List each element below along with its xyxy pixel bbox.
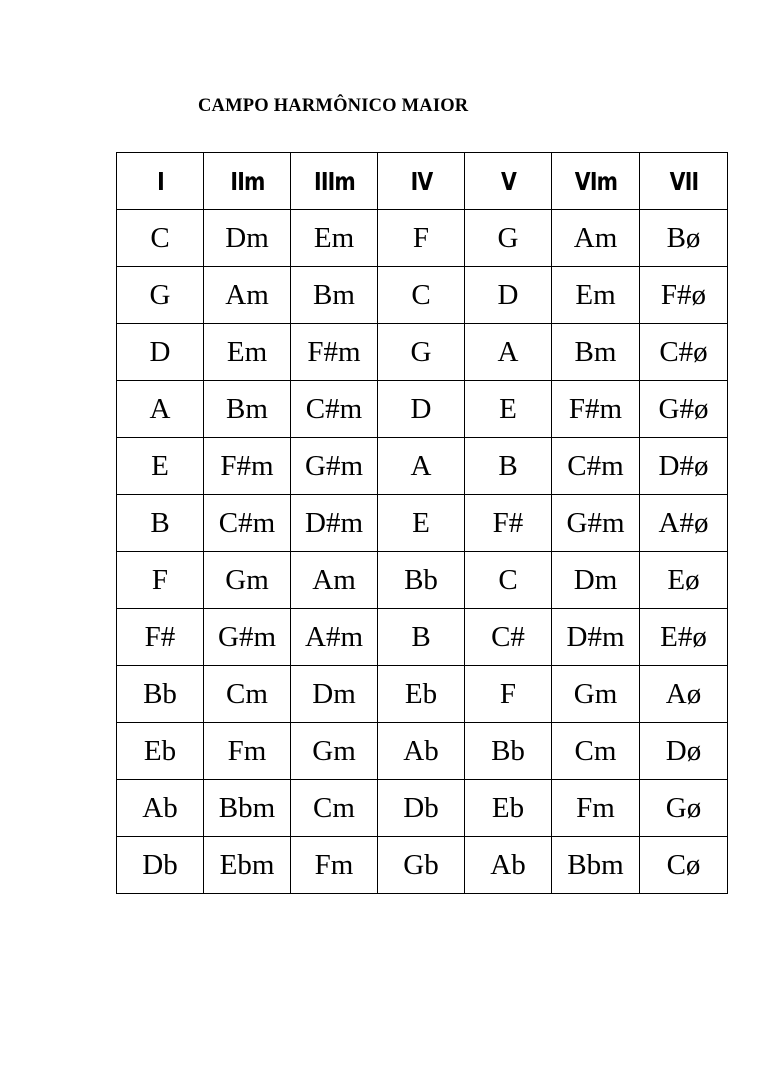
- chord-cell: G#m: [204, 609, 291, 666]
- chord-cell: G: [378, 324, 465, 381]
- chord-cell: Em: [552, 267, 640, 324]
- chord-cell: F#: [117, 609, 204, 666]
- chord-cell: Eb: [465, 780, 552, 837]
- degree-header: V: [472, 153, 543, 210]
- chord-cell: E: [117, 438, 204, 495]
- chord-cell: Am: [552, 210, 640, 267]
- chord-cell: Fm: [552, 780, 640, 837]
- table-body: [117, 210, 728, 894]
- chord-cell: Dm: [204, 210, 291, 267]
- chord-cell: Dm: [552, 552, 640, 609]
- chord-cell: D#m: [291, 495, 378, 552]
- table-row: [117, 723, 728, 780]
- chord-cell: C#m: [291, 381, 378, 438]
- chord-cell: Em: [291, 210, 378, 267]
- degree-header: I: [124, 153, 195, 210]
- chord-cell: Em: [204, 324, 291, 381]
- chord-cell: C#m: [552, 438, 640, 495]
- chord-cell: Am: [204, 267, 291, 324]
- chord-cell: Ab: [465, 837, 552, 894]
- table-row: [117, 210, 728, 267]
- page-title: CAMPO HARMÔNICO MAIOR: [198, 96, 469, 116]
- chord-cell: Eb: [378, 666, 465, 723]
- table-row: [117, 438, 728, 495]
- chord-cell: C#m: [204, 495, 291, 552]
- degree-header: IIm: [211, 153, 282, 210]
- chord-cell: Fm: [204, 723, 291, 780]
- chord-cell: Eø: [640, 552, 728, 609]
- table-row: [117, 780, 728, 837]
- chord-cell: B: [117, 495, 204, 552]
- chord-cell: G#m: [291, 438, 378, 495]
- table-row: [117, 267, 728, 324]
- chord-cell: G#ø: [640, 381, 728, 438]
- chord-cell: Bb: [378, 552, 465, 609]
- chord-cell: Dm: [291, 666, 378, 723]
- chord-cell: G: [465, 210, 552, 267]
- table-row: [117, 381, 728, 438]
- table-row: [117, 666, 728, 723]
- chord-cell: Db: [117, 837, 204, 894]
- chord-cell: F#m: [204, 438, 291, 495]
- chord-cell: C#: [465, 609, 552, 666]
- chord-cell: A: [117, 381, 204, 438]
- chord-cell: F: [378, 210, 465, 267]
- chord-cell: Gø: [640, 780, 728, 837]
- chord-cell: Cø: [640, 837, 728, 894]
- chord-cell: Gm: [204, 552, 291, 609]
- chord-cell: Gm: [552, 666, 640, 723]
- chord-cell: E: [378, 495, 465, 552]
- chord-cell: A#ø: [640, 495, 728, 552]
- chord-cell: B: [378, 609, 465, 666]
- header-row: [117, 153, 728, 210]
- degree-header: VIm: [559, 153, 631, 210]
- chord-cell: Ab: [378, 723, 465, 780]
- chord-cell: C: [465, 552, 552, 609]
- chord-cell: F#m: [552, 381, 640, 438]
- degree-header: IIIm: [298, 153, 369, 210]
- chord-cell: F: [465, 666, 552, 723]
- chord-cell: Aø: [640, 666, 728, 723]
- chord-cell: Ebm: [204, 837, 291, 894]
- chord-cell: Bb: [465, 723, 552, 780]
- chord-cell: Bø: [640, 210, 728, 267]
- chord-cell: Db: [378, 780, 465, 837]
- table-row: [117, 837, 728, 894]
- degree-header: IV: [385, 153, 456, 210]
- chord-cell: G#m: [552, 495, 640, 552]
- chord-cell: Bbm: [552, 837, 640, 894]
- chord-cell: Bbm: [204, 780, 291, 837]
- chord-cell: Bb: [117, 666, 204, 723]
- chord-cell: G: [117, 267, 204, 324]
- chord-cell: E#ø: [640, 609, 728, 666]
- chord-cell: Cm: [204, 666, 291, 723]
- chord-cell: Am: [291, 552, 378, 609]
- chord-cell: Cm: [291, 780, 378, 837]
- chord-cell: D#ø: [640, 438, 728, 495]
- chord-cell: F#: [465, 495, 552, 552]
- chord-cell: Bm: [204, 381, 291, 438]
- harmonic-field-table: [116, 152, 728, 894]
- chord-cell: E: [465, 381, 552, 438]
- chord-cell: D: [378, 381, 465, 438]
- chord-cell: Ab: [117, 780, 204, 837]
- table-row: [117, 324, 728, 381]
- chord-cell: Eb: [117, 723, 204, 780]
- chord-cell: Gb: [378, 837, 465, 894]
- chord-cell: F: [117, 552, 204, 609]
- chord-cell: C: [117, 210, 204, 267]
- chord-cell: Fm: [291, 837, 378, 894]
- table-row: [117, 552, 728, 609]
- chord-cell: Dø: [640, 723, 728, 780]
- table-row: [117, 495, 728, 552]
- chord-cell: A: [378, 438, 465, 495]
- table-row: [117, 609, 728, 666]
- table-header: [117, 153, 728, 210]
- chord-cell: F#ø: [640, 267, 728, 324]
- chord-cell: Cm: [552, 723, 640, 780]
- chord-cell: D: [465, 267, 552, 324]
- chord-cell: A: [465, 324, 552, 381]
- chord-cell: Gm: [291, 723, 378, 780]
- chord-cell: A#m: [291, 609, 378, 666]
- chord-cell: C#ø: [640, 324, 728, 381]
- chord-cell: Bm: [552, 324, 640, 381]
- chord-cell: F#m: [291, 324, 378, 381]
- chord-cell: Bm: [291, 267, 378, 324]
- chord-cell: D#m: [552, 609, 640, 666]
- chord-cell: D: [117, 324, 204, 381]
- degree-header: VII: [647, 153, 719, 210]
- chord-cell: C: [378, 267, 465, 324]
- chord-cell: B: [465, 438, 552, 495]
